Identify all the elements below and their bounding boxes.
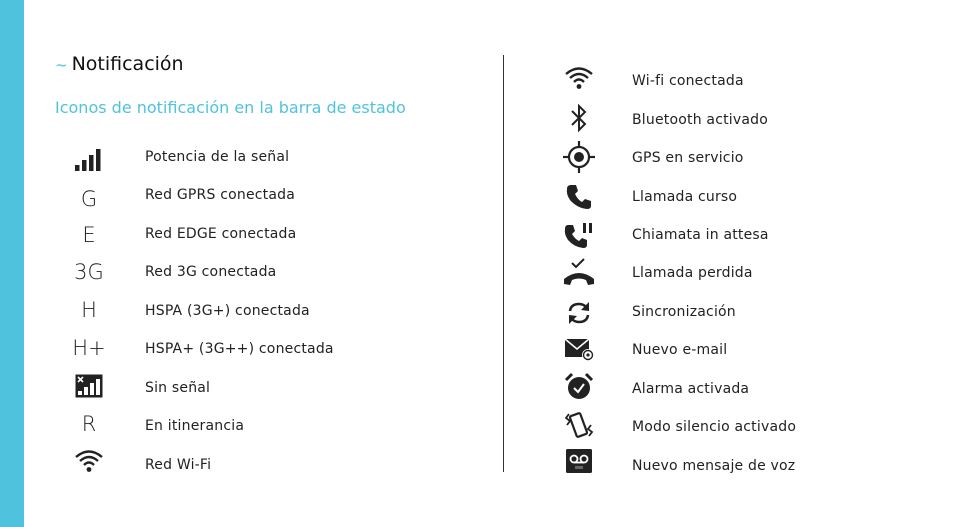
list-item-label: HSPA+ (3G++) conectada xyxy=(145,341,334,357)
list-item xyxy=(69,257,109,287)
voicemail-icon xyxy=(559,446,599,476)
wifi-network-icon xyxy=(69,446,109,476)
list-item-label: Red GPRS conectada xyxy=(145,187,295,203)
list-item xyxy=(559,103,599,133)
list-item xyxy=(559,220,599,250)
list-item-label: Red EDGE conectada xyxy=(145,226,297,242)
list-item xyxy=(559,410,599,440)
hspa-icon: H xyxy=(81,298,97,322)
wifi-connected-icon xyxy=(559,63,599,93)
gps-icon xyxy=(559,142,599,172)
list-item xyxy=(69,295,109,325)
signal-strength-icon xyxy=(69,145,109,175)
bluetooth-icon xyxy=(559,103,599,133)
edge-icon: E xyxy=(82,223,96,247)
column-divider xyxy=(503,55,504,472)
sync-icon xyxy=(559,298,599,328)
list-item xyxy=(559,372,599,402)
vibrate-icon xyxy=(559,410,599,440)
call-icon xyxy=(559,182,599,212)
list-item-label: Red Wi-Fi xyxy=(145,457,212,473)
gprs-icon: G xyxy=(80,187,98,211)
email-icon xyxy=(559,334,599,364)
list-item xyxy=(559,142,599,172)
list-item xyxy=(69,446,109,476)
list-item-label: Nuevo mensaje de voz xyxy=(632,458,796,474)
list-item-label: Llamada curso xyxy=(632,189,738,205)
list-item xyxy=(69,184,109,214)
list-item-label: HSPA (3G+) conectada xyxy=(145,303,310,319)
list-item-label: Sin señal xyxy=(145,380,211,396)
call-hold-icon xyxy=(559,220,599,250)
list-item-label: Alarma activada xyxy=(632,381,750,397)
list-item xyxy=(559,298,599,328)
list-item-label: Modo silencio activado xyxy=(632,419,797,435)
subtitle: Iconos de notificación en la barra de estado xyxy=(55,98,406,117)
list-item-label: Bluetooth activado xyxy=(632,112,768,128)
list-item-label: Potencia de la señal xyxy=(145,149,290,165)
list-item xyxy=(69,220,109,250)
list-item xyxy=(559,446,599,476)
3g-icon: 3G xyxy=(74,260,104,284)
list-item xyxy=(559,63,599,93)
missed-call-icon xyxy=(559,257,599,287)
list-item xyxy=(559,334,599,364)
list-item xyxy=(559,182,599,212)
list-item xyxy=(69,371,109,401)
section-title xyxy=(55,53,184,75)
roaming-icon: R xyxy=(81,412,97,436)
list-item-label: Llamada perdida xyxy=(632,265,753,281)
list-item xyxy=(69,409,109,439)
list-item-label: Chiamata in attesa xyxy=(632,227,769,243)
section-title-text: Notificación xyxy=(71,53,184,75)
section-tilde: ~ xyxy=(55,56,68,74)
list-item xyxy=(69,145,109,175)
list-item xyxy=(559,257,599,287)
list-item-label: Red 3G conectada xyxy=(145,264,277,280)
list-item-label: Nuevo e-mail xyxy=(632,342,728,358)
alarm-icon xyxy=(559,372,599,402)
list-item-label: Wi-fi conectada xyxy=(632,73,744,89)
list-item-label: En itinerancia xyxy=(145,418,245,434)
list-item-label: GPS en servicio xyxy=(632,150,744,166)
list-item xyxy=(69,333,109,363)
no-signal-icon xyxy=(69,371,109,401)
hspa-plus-icon: H+ xyxy=(72,336,106,360)
list-item-label: Sincronización xyxy=(632,304,736,320)
side-accent-bar xyxy=(0,0,24,527)
